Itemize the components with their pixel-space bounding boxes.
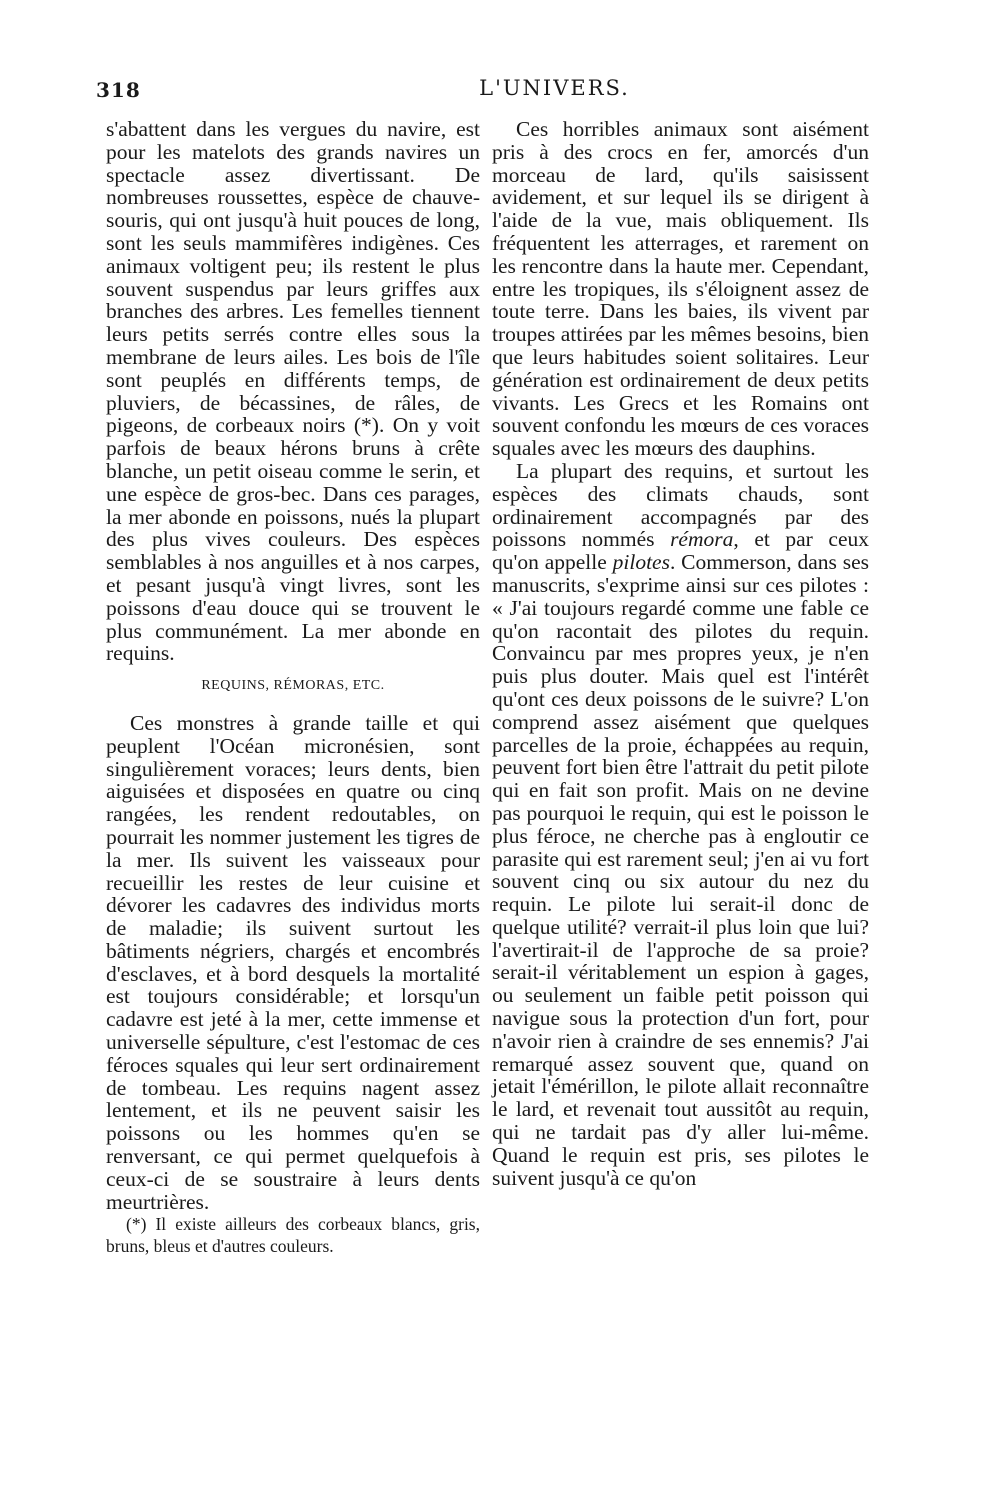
footnote: (*) Il existe ailleurs des corbeaux blancs, gris, bruns, bleus et d'autres couleurs.	[106, 1214, 480, 1257]
left-column	[106, 118, 480, 1257]
page-number: 318	[96, 78, 141, 102]
left-paragraph-2: Ces monstres à grande taille et qui peuplent l'Océan micronésien, sont singulièrement voraces; leurs dents, bien aiguisées et disposées en quatre ou cinq rangées, les rendent redoutables, on pourrait les nommer justement les tigres de la mer. Ils suivent les vaisseaux pour recueillir les restes de leur cuisine et dévorer les cadavres des individus morts de maladie; ils suivent surtout les bâtiments négriers, chargés et encombrés d'esclaves, et à bord desquels la mortalité est toujours considérable; et lorsqu'un cadavre est jeté à la mer, cette immense et universelle sépulture, c'est l'estomac de ces féroces squales qui leur sert ordinairement de tombeau. Les requins nagent assez lentement, et ils ne peuvent saisir les poissons ou les hommes qu'en se renversant, ce qui permet quelquefois à ceux-ci de se soustraire à leurs dents meurtrières.	[106, 710, 480, 1214]
term-remora: rémora	[670, 527, 734, 552]
left-paragraph-1: s'abattent dans les vergues du navire, est pour les matelots des grands navires un spectacle assez divertissant. De nombreuses roussettes, espèce de chauve-souris, qui ont jusqu'à huit pouces de long, sont les seuls mammifères indigènes. Ces animaux voltigent peu; ils restent le plus souvent suspendus par leurs griffes aux branches des arbres. Les femelles tiennent leurs petits serrés contre elles sous la membrane de leurs ailes. Les bois de l'île sont peuplés en différents temps, de pluviers, de bécassines, de râles, de pigeons, de corbeaux noirs (*). On y voit parfois de beaux hérons bruns à crête blanche, un petit oiseau comme le serin, et une espèce de gros-bec. Dans ces parages, la mer abonde en poissons, nués la plupart des plus vives couleurs. Des espèces semblables à nos anguilles et à nos carpes, et pesant jusqu'à vingt livres, sont les poissons d'eau douce qui se trouvent le plus communément. La mer abonde en requins.	[106, 117, 480, 666]
right-column	[492, 118, 869, 1189]
right-p2-text-2: , et par ceux qu'on appelle	[492, 527, 869, 575]
right-p2-text-3: . Commerson, dans ses manuscrits, s'exprime ainsi sur ces pilotes : « J'ai toujours regardé comme une fable ce qu'on racontait des pilotes du requin. Convaincu par mes propres yeux, je n'en puis plus douter. Mais quel est l'intérêt qu'ont ces deux poissons de le suivre? L'on comprend assez aisément que quelques parcelles de la proie, échappées au requin, peuvent fort bien être l'attrait du petit pilote qui en fait son profit. Mais on ne devine pas pourquoi le requin, qui est le poisson le plus féroce, ne cherche pas à engloutir ce parasite qui est rarement seul; j'en ai vu fort souvent cinq ou six autour du nez du requin. Le pilote lui serait-il donc de quelque utilité? verrait-il plus loin que lui? l'avertirait-il de l'approche de sa proie? serait-il véritablement un espion à gages, ou seulement un faible petit poisson qui navigue sous la protection d'un fort, pour n'avoir rien à craindre de ses ennemis? J'ai remarqué assez souvent que, quand on jetait l'émérillon, le pilote allait reconnaître le lard, et revenait tout aussitôt au requin, qui ne tardait pas d'y aller lui-même. Quand le requin est pris, ses pilotes le suivent jusqu'à ce qu'on	[492, 550, 870, 1190]
right-paragraph-1: Ces horribles animaux sont aisément pris à des crocs en fer, amorcés d'un morceau de lard, qu'ils saisissent avidement, et sur lequel ils se dirigent à l'aide de la vue, mais obliquement. Ils fréquentent les atterrages, et rarement on les rencontre dans la haute mer. Cependant, entre les tropiques, ils s'éloignent assez de toute terre. Dans les baies, ils vivent par troupes attirées par les mêmes besoins, bien que leurs habitudes soient solitaires. Leur génération est ordinairement de deux petits vivants. Les Grecs et les Romains ont souvent confondu les mœurs de ces voraces squales avec les mœurs des dauphins.	[492, 117, 869, 461]
section-heading: REQUINS, RÉMORAS, ETC.	[201, 678, 385, 694]
running-title: L'UNIVERS.	[479, 76, 630, 100]
term-pilotes: pilotes	[612, 550, 670, 575]
right-paragraph-2	[492, 460, 869, 1190]
right-p2-text-1: La plupart des requins, et surtout les espèces des climats chauds, sont ordinairement accompagnés par des poissons nommés	[492, 458, 869, 552]
